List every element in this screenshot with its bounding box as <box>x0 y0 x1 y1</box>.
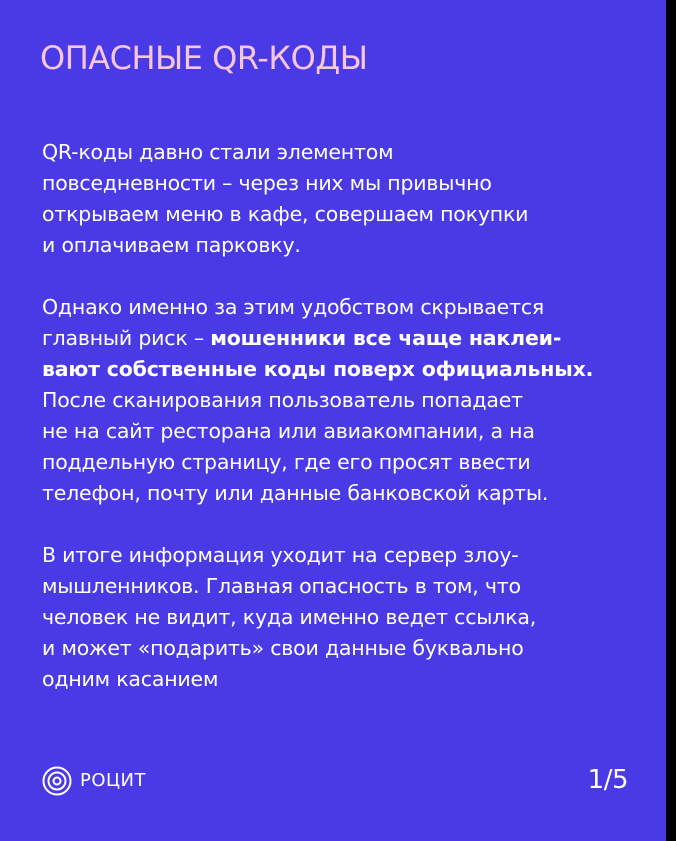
page-indicator: 1/5 <box>587 765 628 795</box>
paragraph-2 <box>42 292 642 509</box>
paragraph-3 <box>42 540 642 695</box>
brand-logo <box>42 766 146 796</box>
text-line: и оплачиваем парковку. <box>42 233 301 257</box>
text-line-mixed <box>42 323 642 354</box>
text-line: не на сайт ресторана или авиакомпании, а на <box>42 419 535 443</box>
text-line: одним касанием <box>42 667 219 691</box>
text-line: Однако именно за этим удобством скрывается <box>42 295 545 319</box>
text-line: повседневности – через них мы привычно <box>42 171 492 195</box>
paragraph-1 <box>42 137 642 261</box>
brand-name: РОЦИТ <box>80 770 146 791</box>
text-line: мышленников. Главная опасность в том, что <box>42 574 521 598</box>
highlighted-text: вают собственные коды поверх официальных. <box>42 357 594 381</box>
text-line: телефон, почту или данные банковской карты. <box>42 481 549 505</box>
highlighted-text: мошенники все чаще наклеи- <box>210 326 562 350</box>
text-fragment: главный риск – <box>42 326 204 350</box>
slide-title: ОПАСНЫЕ QR-КОДЫ <box>40 39 368 77</box>
text-line: и может «подарить» свои данные буквально <box>42 636 524 660</box>
text-line: После сканирования пользователь попадает <box>42 388 523 412</box>
slide-body <box>42 137 642 726</box>
concentric-circles-icon <box>42 766 72 796</box>
text-line: В итоге информация уходит на сервер злоу- <box>42 543 519 567</box>
text-line: человек не видит, куда именно ведет ссылка, <box>42 605 537 629</box>
text-line: QR-коды давно стали элементом <box>42 140 394 164</box>
text-line: поддельную страницу, где его просят ввести <box>42 450 531 474</box>
text-line: открываем меню в кафе, совершаем покупки <box>42 202 529 226</box>
